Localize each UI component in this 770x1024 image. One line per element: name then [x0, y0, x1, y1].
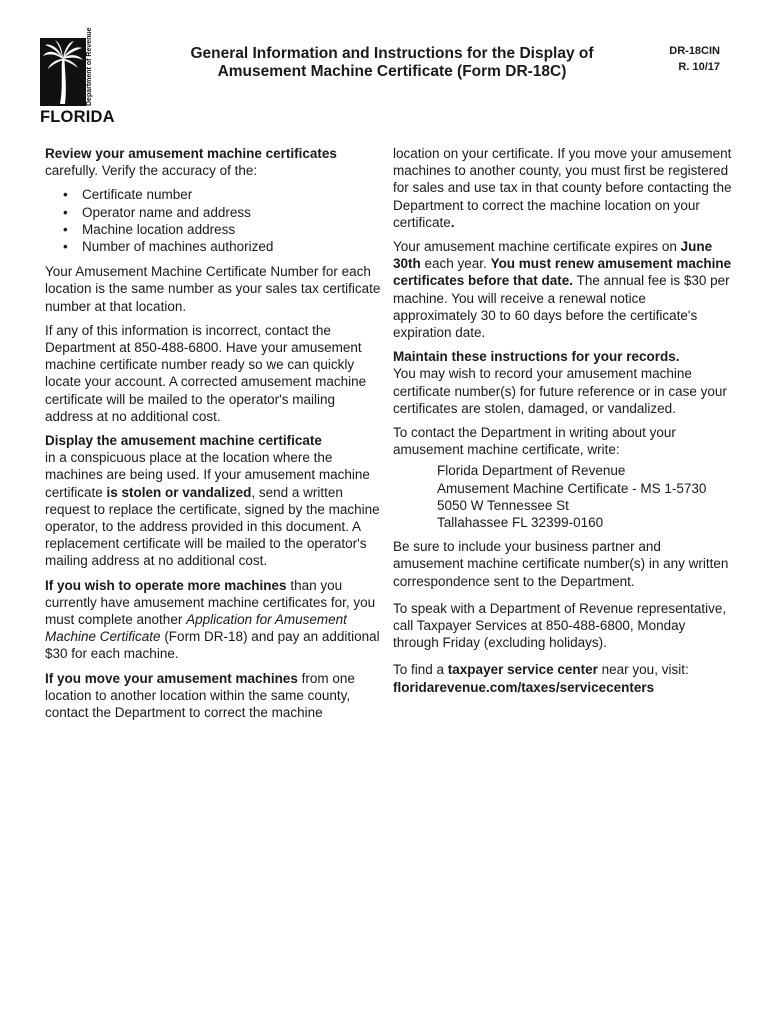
- cert-number-paragraph: Your Amusement Machine Certificate Number for each location is the same number as your sales tax certificate number at that location.: [45, 264, 381, 314]
- form-number-block: [650, 43, 720, 75]
- maintain-heading: Maintain these instructions for your records.: [393, 349, 680, 365]
- display-paragraph: [45, 432, 385, 570]
- move-text: from one location to another location within the same county, contact the Department to correct the machine: [45, 670, 355, 721]
- display-text-1: in a conspicuous place at the location where the machines are being used. If your amusement machine certificate: [45, 450, 370, 500]
- palm-tree-icon: [40, 38, 86, 106]
- review-paragraph: [45, 145, 385, 179]
- list-item: • Number of machines authorized: [45, 238, 385, 255]
- list-item: • Certificate number: [45, 186, 385, 203]
- display-bold: is stolen or vandalized: [106, 484, 252, 500]
- include-paragraph: Be sure to include your business partner and amusement machine certificate number(s) in any written correspondence sent to the Department.: [393, 539, 729, 589]
- more-machines-paragraph: [45, 577, 385, 663]
- move-continued-period: .: [450, 214, 455, 230]
- address-line: 5050 W Tennessee St: [437, 497, 569, 513]
- logo-department-text: Department of Revenue: [86, 27, 93, 106]
- find-center-paragraph: [393, 661, 733, 695]
- maintain-paragraph: [393, 348, 733, 417]
- address-line: Florida Department of Revenue: [437, 463, 626, 479]
- move-heading: If you move your amusement machines: [45, 670, 298, 686]
- find-text-1: To find a: [393, 662, 448, 678]
- more-text-1: than you currently have amusement machine certificates for, you must complete another: [45, 577, 376, 628]
- speak-paragraph: To speak with a Department of Revenue representative, call Taxpayer Services at 850-488-6800, Monday through Friday (excluding holidays).: [393, 600, 727, 651]
- move-paragraph: [45, 670, 385, 722]
- contact-paragraph: To contact the Department in writing about your amusement machine certificate, write:: [393, 425, 676, 458]
- move-continued-text: location on your certificate. If you move your amusement machines to another county, you must first be registered for sales and use tax in that county before contacting the Department to correct the machine location on your certificate: [393, 146, 732, 230]
- display-heading: Display the amusement machine certificate: [45, 433, 322, 449]
- list-item: • Operator name and address: [45, 204, 385, 221]
- address-line: Amusement Machine Certificate - MS 1-5730: [437, 480, 707, 496]
- page-title: [150, 45, 634, 81]
- find-bold: taxpayer service center: [447, 662, 598, 678]
- expiration-paragraph: [393, 238, 733, 341]
- address-line: Tallahassee FL 32399-0160: [437, 515, 604, 531]
- form-number: DR-18CIN: [669, 45, 720, 57]
- logo-florida-text: FLORIDA: [40, 108, 115, 126]
- more-text-2: (Form DR-18) and pay an additional $30 for each machine.: [45, 629, 380, 662]
- incorrect-info-paragraph: If any of this information is incorrect, contact the Department at 850-488-6800. Have your amusement machine certificate number ready so we can quickly locate your account. A corrected amusement machine certificate will be mailed to the operator's mailing address at no additional cost.: [45, 322, 367, 424]
- expire-text-3: The annual fee is $30 per machine. You will receive a renewal notice approximately 30 to 60 days before the certificate's expiration date.: [393, 273, 730, 341]
- service-center-link[interactable]: floridarevenue.com/taxes/servicecenters: [393, 679, 655, 695]
- more-italic: Application for Amusement Machine Certificate: [45, 612, 347, 645]
- revision-date: R. 10/17: [678, 61, 720, 73]
- expire-date: June 30th: [393, 239, 713, 272]
- title-line-2: Amusement Machine Certificate (Form DR-18C): [217, 63, 567, 80]
- display-text-2: , send a written request to replace the certificate, signed by the machine operator, to the address provided in this document. A replacement certificate will be mailed to the operator's mailing address at no additional cost.: [45, 484, 380, 569]
- more-machines-heading: If you wish to operate more machines: [45, 577, 287, 593]
- right-column: [393, 145, 733, 703]
- left-column: [45, 145, 385, 728]
- review-text: carefully. Verify the accuracy of the:: [45, 163, 258, 179]
- expire-text-2: each year.: [420, 256, 491, 272]
- find-text-2: near you, visit:: [597, 662, 689, 678]
- list-item: • Machine location address: [45, 221, 385, 238]
- verify-list: [45, 186, 385, 255]
- review-heading: Review your amusement machine certificates: [45, 146, 337, 161]
- mailing-address: [437, 462, 733, 531]
- title-line-1: General Information and Instructions for the Display of: [190, 45, 594, 62]
- renew-warning: You must renew amusement machine certificates before that date.: [393, 256, 732, 289]
- move-continued-paragraph: [393, 145, 733, 231]
- florida-dor-logo: [40, 27, 115, 130]
- expire-text-1: Your amusement machine certificate expires on: [393, 239, 681, 255]
- maintain-text: You may wish to record your amusement machine certificate number(s) for future reference or in case your certificates are stolen, damaged, or vandalized.: [393, 366, 727, 416]
